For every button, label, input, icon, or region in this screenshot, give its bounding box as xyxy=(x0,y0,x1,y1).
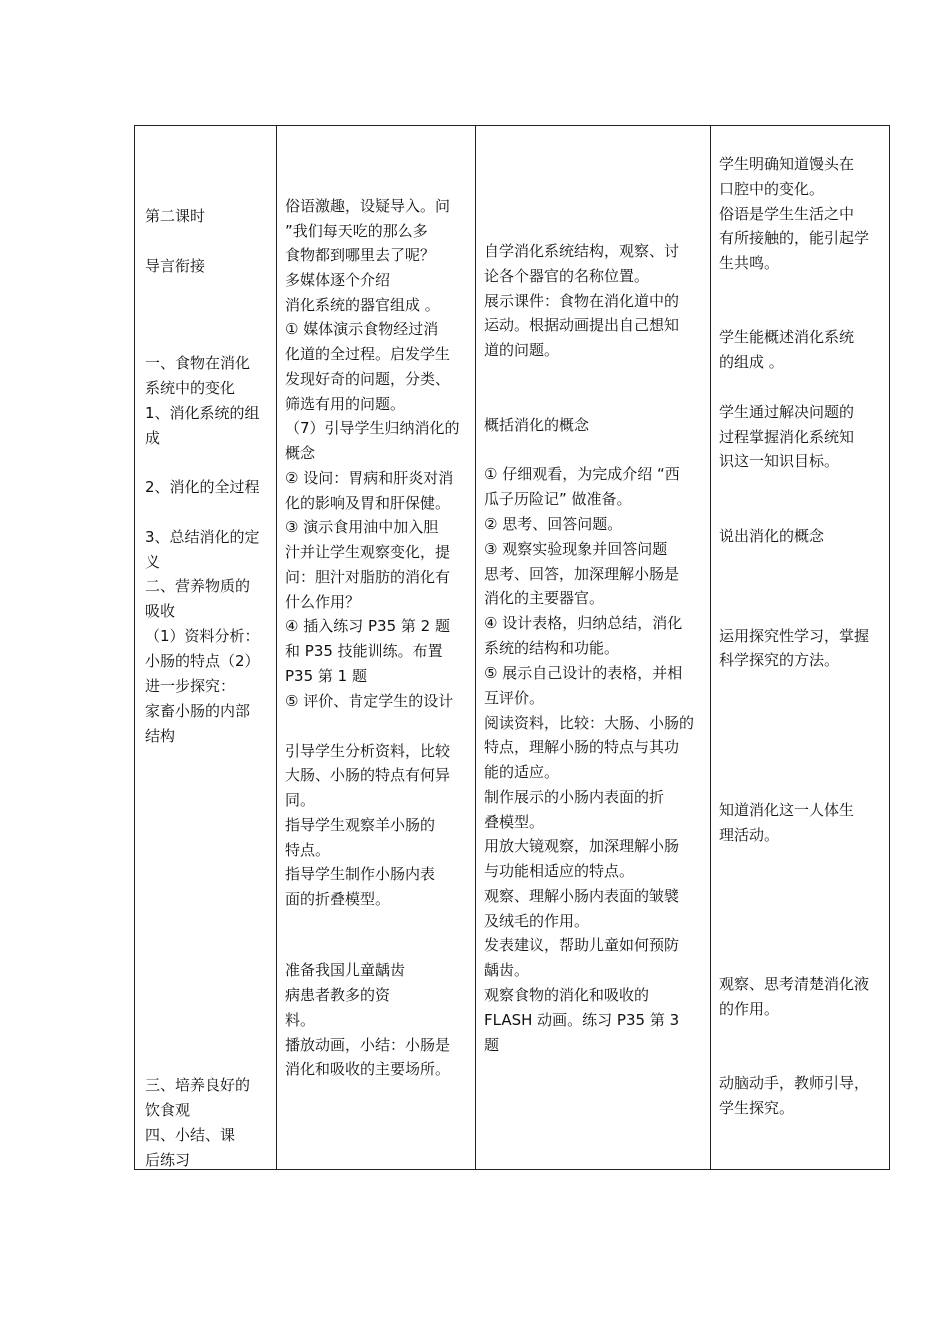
cell-text-line: 思考、回答，加深理解小肠是 xyxy=(484,565,680,583)
cell-text-line: 学生能概述消化系统 xyxy=(719,328,855,346)
cell-text-line: 知道消化这一人体生 xyxy=(719,801,855,819)
cell-text-line: ③ 演示食用油中加入胆 xyxy=(285,518,439,536)
cell-text-line: ”我们每天吃的那么多 xyxy=(285,222,428,240)
cell-text-line: 消化的主要器官。 xyxy=(484,589,605,607)
cell-text-line: P35 第 1 题 xyxy=(285,667,367,685)
cell-text-line: 俗语激趣，设疑导入。问 xyxy=(285,197,451,215)
cell-text-line: 2、消化的全过程 xyxy=(145,478,260,496)
cell-text-line: 和 P35 技能训练。布置 xyxy=(285,642,443,660)
cell-text-line: 家畜小肠的内部 xyxy=(145,702,251,720)
cell-text-line: 指导学生制作小肠内表 xyxy=(285,865,436,883)
cell-text-line: 播放动画，小结：小肠是 xyxy=(285,1036,451,1054)
cell-text-line: 病患者教多的资 xyxy=(285,986,391,1004)
cell-text-line: 义 xyxy=(145,553,161,571)
lesson-plan-table xyxy=(134,125,890,1170)
cell-text-line: 道的问题。 xyxy=(484,341,560,359)
cell-text-line: 动脑动手，教师引导， xyxy=(719,1074,870,1092)
teaching-content-column xyxy=(135,126,276,1169)
cell-text-line: 有所接触的，能引起学 xyxy=(719,229,870,247)
cell-text-line: 观察、思考清楚消化液 xyxy=(719,975,870,993)
cell-text-line: 吸收 xyxy=(145,602,176,620)
cell-text-line: 什么作用？ xyxy=(285,593,361,611)
cell-text-line: 观察、理解小肠内表面的皱襞 xyxy=(484,887,680,905)
cell-text-line: 系统中的变化 xyxy=(145,379,236,397)
cell-text-line: 口腔中的变化。 xyxy=(719,180,825,198)
cell-text-line: 生共鸣。 xyxy=(719,254,780,272)
cell-text-line: 识这一知识目标。 xyxy=(719,452,840,470)
cell-text-line: 瓜子历险记” 做准备。 xyxy=(484,490,632,508)
cell-text-line: ④ 设计表格，归纳总结，消化 xyxy=(484,614,683,632)
cell-text-line: ① 媒体演示食物经过消 xyxy=(285,320,439,338)
cell-text-line: 成 xyxy=(145,429,161,447)
cell-text-line: 用放大镜观察，加深理解小肠 xyxy=(484,837,680,855)
cell-text-line: ② 设问：胃病和肝炎对消 xyxy=(285,469,454,487)
cell-text-line: 指导学生观察羊小肠的 xyxy=(285,816,436,834)
cell-text-line: FLASH 动画。练习 P35 第 3 xyxy=(484,1011,680,1029)
cell-text-line: 面的折叠模型。 xyxy=(285,890,391,908)
cell-text-line: ④ 插入练习 P35 第 2 题 xyxy=(285,617,450,635)
cell-text-line: 三、培养良好的 xyxy=(145,1076,251,1094)
cell-text-line: 发表建议，帮助儿童如何预防 xyxy=(484,936,680,954)
cell-text-line: 结构 xyxy=(145,727,176,745)
cell-text-line: 展示课件：食物在消化道中的 xyxy=(484,292,680,310)
cell-text-line: 叠模型。 xyxy=(484,813,545,831)
cell-text-line: 概括消化的概念 xyxy=(484,416,590,434)
cell-text-line: 3、总结消化的定 xyxy=(145,528,260,546)
cell-text-line: 1、消化系统的组 xyxy=(145,404,260,422)
cell-text-line: 二、营养物质的 xyxy=(145,577,251,595)
cell-text-line: 制作展示的小肠内表面的折 xyxy=(484,788,665,806)
cell-text-line: 多媒体逐个介绍 xyxy=(285,271,391,289)
cell-text-line: 食物都到哪里去了呢？ xyxy=(285,246,436,264)
cell-text-line: ⑤ 评价、肯定学生的设计 xyxy=(285,692,454,710)
cell-text-line: 同。 xyxy=(285,791,316,809)
cell-text-line: 观察食物的消化和吸收的 xyxy=(484,986,650,1004)
cell-text-line: ② 思考、回答问题。 xyxy=(484,515,623,533)
cell-text-line: 过程掌握消化系统知 xyxy=(719,428,855,446)
cell-text-line: 消化和吸收的主要场所。 xyxy=(285,1060,451,1078)
cell-text-line: 特点，理解小肠的特点与其功 xyxy=(484,738,680,756)
cell-text-line: 俗语是学生生活之中 xyxy=(719,205,855,223)
cell-text-line: 问：胆汁对脂肪的消化有 xyxy=(285,568,451,586)
cell-text-line: 消化系统的器官组成 。 xyxy=(285,296,440,314)
cell-text-line: 四、小结、课 xyxy=(145,1126,236,1144)
cell-text-line: 引导学生分析资料，比较 xyxy=(285,742,451,760)
cell-text-line: 化道的全过程。启发学生 xyxy=(285,345,451,363)
cell-text-line: 及绒毛的作用。 xyxy=(484,912,590,930)
cell-text-line: 学生探究。 xyxy=(719,1099,795,1117)
cell-text-line: 发现好奇的问题，分类、 xyxy=(285,370,451,388)
cell-text-line: （1）资料分析： xyxy=(145,627,260,645)
cell-text-line: 互评价。 xyxy=(484,689,545,707)
cell-text-line: 一、食物在消化 xyxy=(145,354,251,372)
cell-text-line: 与功能相适应的特点。 xyxy=(484,862,635,880)
cell-text-line: 运用探究性学习，掌握 xyxy=(719,627,870,645)
cell-text-line: 学生明确知道馒头在 xyxy=(719,155,855,173)
cell-text-line: 运动。根据动画提出自己想知 xyxy=(484,316,680,334)
cell-text-line: 论各个器官的名称位置。 xyxy=(484,267,650,285)
cell-text-line: 料。 xyxy=(285,1011,316,1029)
cell-text-line: 第二课时 xyxy=(145,207,206,225)
cell-text-line: 后练习 xyxy=(145,1151,191,1169)
cell-text-line: 进一步探究： xyxy=(145,677,236,695)
cell-text-line: 能的适应。 xyxy=(484,763,560,781)
cell-text-line: 理活动。 xyxy=(719,826,780,844)
teacher-activity-column xyxy=(276,126,475,1169)
cell-text-line: 学生通过解决问题的 xyxy=(719,403,855,421)
cell-text-line: 龋齿。 xyxy=(484,961,530,979)
cell-text-line: ⑤ 展示自己设计的表格，并相 xyxy=(484,664,683,682)
cell-text-line: ③ 观察实验现象并回答问题 xyxy=(484,540,668,558)
cell-text-line: 特点。 xyxy=(285,841,331,859)
cell-text-line: 系统的结构和功能。 xyxy=(484,639,620,657)
cell-text-line: 说出消化的概念 xyxy=(719,527,825,545)
cell-text-line: 汁并让学生观察变化，提 xyxy=(285,543,451,561)
cell-text-line: 科学探究的方法。 xyxy=(719,651,840,669)
student-activity-column xyxy=(475,126,710,1169)
cell-text-line: 筛选有用的问题。 xyxy=(285,395,406,413)
cell-text-line: （7）引导学生归纳消化的 xyxy=(285,419,460,437)
cell-text-line: 小肠的特点（2） xyxy=(145,652,260,670)
cell-text-line: 准备我国儿童龋齿 xyxy=(285,961,406,979)
cell-text-line: 导言衔接 xyxy=(145,257,206,275)
cell-text-line: 的作用。 xyxy=(719,1000,780,1018)
cell-text-line: 的组成 。 xyxy=(719,353,784,371)
cell-text-line: 大肠、小肠的特点有何异 xyxy=(285,766,451,784)
cell-text-line: 化的影响及胃和肝保健。 xyxy=(285,494,451,512)
cell-text-line: 题 xyxy=(484,1036,500,1054)
cell-text-line: ① 仔细观看，为完成介绍 “西 xyxy=(484,465,680,483)
cell-text-line: 自学消化系统结构，观察、讨 xyxy=(484,242,680,260)
cell-text-line: 阅读资料，比较：大肠、小肠的 xyxy=(484,714,695,732)
design-intent-column xyxy=(710,126,889,1169)
cell-text-line: 概念 xyxy=(285,444,316,462)
cell-text-line: 饮食观 xyxy=(145,1101,191,1119)
